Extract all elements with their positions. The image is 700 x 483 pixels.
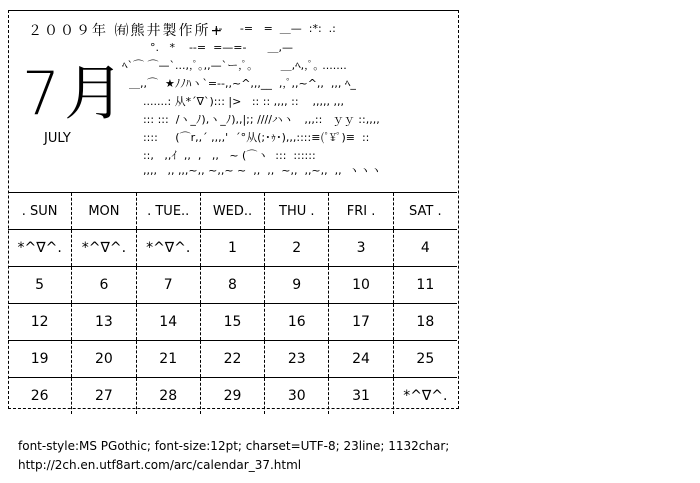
footer-info: font-style:MS PGothic; font-size:12pt; charset=UTF-8; 23line; 1132char; [18, 439, 450, 453]
weekday-header-row [8, 193, 457, 230]
day-cell: *^∇^. [403, 388, 448, 404]
month-english: JULY [44, 131, 71, 146]
day-cell: 17 [329, 304, 393, 340]
day-cell: 3 [329, 230, 393, 266]
week-row [8, 230, 457, 267]
art-line: ＿,,⌒ ★ﾉﾉﾊヽ`=--,,~^,,,__ ,,ﾟ,,~^,, ,,, ﾍ_ [115, 77, 356, 90]
day-cell: 26 [8, 378, 72, 414]
art-line: °. * --= =—=- ＿,— [115, 41, 293, 54]
day-cell: 16 [265, 304, 329, 340]
week-row [8, 304, 457, 341]
weekday-sun: . SUN [8, 193, 72, 229]
day-cell: *^∇^. [8, 230, 72, 266]
art-line: ::, ,,ｲ ,, , ,, ~ (⌒ヽ ::: :::::: [115, 149, 316, 162]
day-cell: 4 [420, 240, 430, 256]
weekday-mon: MON [72, 193, 136, 229]
art-line: ::: ::: /ヽ_ﾉ),ヽ_ﾉ),,|;; ////ハヽ ,,,:: ｙｙ ::,,,, [115, 113, 380, 126]
week-row [8, 267, 457, 304]
day-cell: 28 [137, 378, 201, 414]
day-cell: 15 [201, 304, 265, 340]
day-cell: 11 [416, 277, 435, 293]
calendar-title: ２００９年 ㈲熊井製作所+ [28, 23, 225, 39]
footer-url[interactable]: http://2ch.en.utf8art.com/arc/calendar_37.html [18, 458, 302, 472]
day-cell: 8 [201, 267, 265, 303]
day-cell: *^∇^. [137, 230, 201, 266]
day-cell: 31 [329, 378, 393, 414]
day-cell: 18 [416, 314, 435, 330]
day-cell: 10 [329, 267, 393, 303]
week-row [8, 378, 457, 414]
day-cell: 25 [416, 351, 435, 367]
day-cell: 27 [72, 378, 136, 414]
weekday-wed: WED.. [201, 193, 265, 229]
day-cell: 13 [72, 304, 136, 340]
day-cell: 1 [201, 230, 265, 266]
calendar-grid [8, 192, 457, 414]
day-cell: 22 [201, 341, 265, 377]
weekday-thu: THU . [265, 193, 329, 229]
day-cell: 29 [201, 378, 265, 414]
day-cell: 5 [8, 267, 72, 303]
art-line: .......: 从*´∇`)::: |> :: :: ,,,, :: ,,,,, ,,, [115, 95, 344, 108]
weekday-sat: SAT . [409, 203, 442, 219]
day-cell: 7 [137, 267, 201, 303]
art-line: ﾍ`⌒ ⌒—`...,,ﾟ｡,,—`ー,ﾟ｡ ＿,ﾍ,,ﾟ｡ ....... [115, 59, 347, 72]
day-cell: 14 [137, 304, 201, 340]
day-cell: 12 [8, 304, 72, 340]
day-cell: 6 [72, 267, 136, 303]
art-line: :::: (⌒r,,´ ,,,,' ´°从(;･ｩ･),,,::::≡(ﾟ¥ﾟ)≡ :: [115, 131, 370, 144]
day-cell: 23 [265, 341, 329, 377]
month-big: 7月 [22, 59, 129, 129]
art-line: ,,,, ,, ,,,~,, ~,,~ ~ ,, ,, ~,, ,,~,, ,, ヽヽヽ [115, 164, 382, 177]
footer [18, 437, 449, 475]
day-cell: 19 [8, 341, 72, 377]
art-line: -- -= = ＿— :*: .: [190, 22, 336, 35]
day-cell: 20 [72, 341, 136, 377]
day-cell: 21 [137, 341, 201, 377]
day-cell: 30 [265, 378, 329, 414]
day-cell: 9 [265, 267, 329, 303]
week-row [8, 341, 457, 378]
weekday-fri: FRI . [329, 193, 393, 229]
day-cell: *^∇^. [72, 230, 136, 266]
day-cell: 24 [329, 341, 393, 377]
day-cell: 2 [265, 230, 329, 266]
weekday-tue: . TUE.. [137, 193, 201, 229]
